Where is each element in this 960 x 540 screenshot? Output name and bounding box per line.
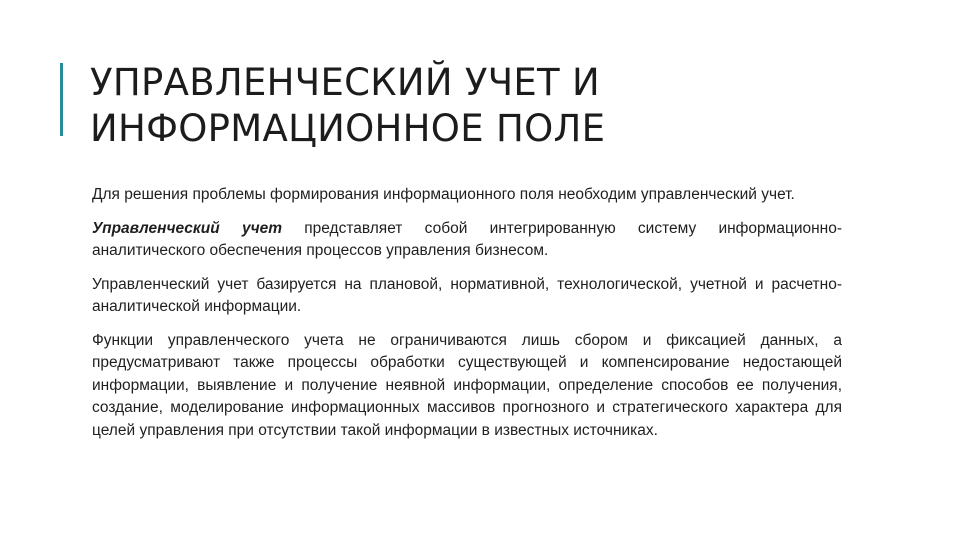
- paragraph-2-term: Управленческий учет: [92, 219, 283, 237]
- slide-body: [92, 184, 842, 453]
- title-accent-bar: [60, 63, 63, 136]
- paragraph-4: Функции управленческого учета не ограничиваются лишь сбором и фиксацией данных, а предусматривают также процессы обработки существующей и компенсирование недостающей информации, выявление и получение неявной информации, определение способов ее получения, создание, моделирование информационных массивов прогнозного и стратегического характера для целей управления при отсутствии такой информации в известных источниках.: [92, 331, 842, 439]
- paragraph-2-text: представляет собой интегрированную систему информационно-аналитического обеспечения процессов управления бизнесом.: [92, 219, 843, 259]
- paragraph-2: [92, 218, 842, 263]
- paragraph-1: Для решения проблемы формирования информационного поля необходим управленческий учет.: [92, 186, 795, 203]
- slide-title-line-1: УПРАВЛЕНЧЕСКИЙ УЧЕТ И: [90, 61, 600, 104]
- paragraph-3: Управленческий учет базируется на плановой, нормативной, технологической, учетной и расчетно-аналитической информации.: [92, 275, 842, 315]
- slide-title: [90, 60, 910, 152]
- slide-title-line-2: ИНФОРМАЦИОННОЕ ПОЛЕ: [90, 107, 606, 150]
